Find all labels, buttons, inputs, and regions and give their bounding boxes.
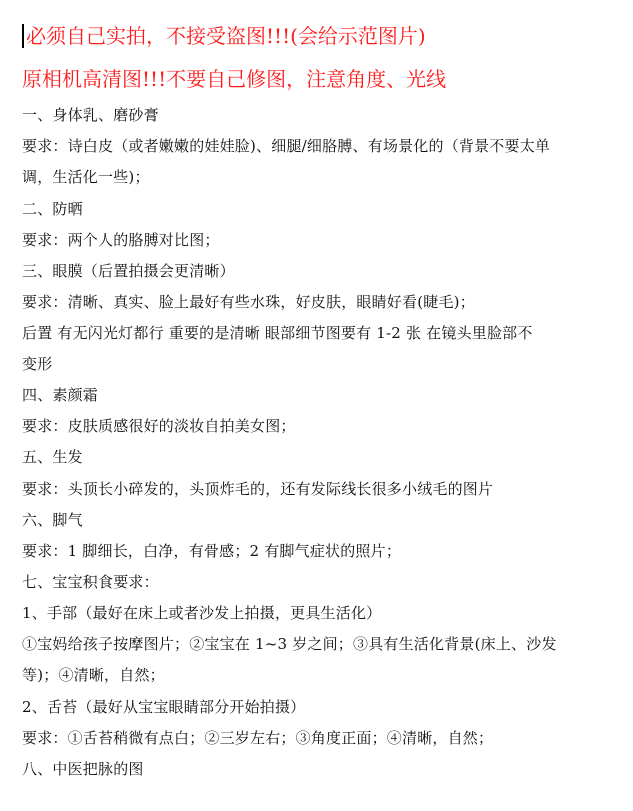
section-3-title: 三、眼膜（后置拍摄会更清晰） — [22, 262, 235, 280]
section-7-title: 七、宝宝积食要求： — [22, 573, 159, 591]
section-3-note: 后置 有无闪光灯都行 重要的是清晰 眼部细节图要有 1-2 张 在镜头里脸部不 — [22, 324, 533, 342]
section-2-title: 二、防晒 — [22, 200, 83, 218]
heading-no-stolen-images: 必须自己实拍，不接受盗图!!!(会给示范图片) — [26, 24, 426, 48]
section-3-requirement: 要求：清晰、真实、脸上最好有些水珠，好皮肤，眼睛好看(睫毛)； — [22, 293, 475, 311]
section-4-title: 四、素颜霜 — [22, 386, 99, 404]
section-7-tongue-requirement: 要求：①舌苔稍微有点白；②三岁左右；③角度正面；④清晰，自然； — [22, 729, 494, 747]
section-4-requirement: 要求：皮肤质感很好的淡妆自拍美女图； — [22, 417, 296, 435]
section-7-hand-requirement: ①宝妈给孩子按摩图片；②宝宝在 1~3 岁之间；③具有生活化背景(床上、沙发 — [22, 635, 557, 653]
section-1-title: 一、身体乳、磨砂膏 — [22, 106, 159, 124]
section-7-hand-title: 1、手部（最好在床上或者沙发上拍摄，更具生活化） — [22, 604, 382, 622]
heading-original-camera: 原相机高清图!!!不要自己修图，注意角度、光线 — [22, 67, 447, 91]
section-1-requirement: 要求：诗白皮（或者嫩嫩的娃娃脸)、细腿/细胳膊、有场景化的（背景不要太单 — [22, 137, 551, 155]
text-cursor — [22, 24, 24, 48]
section-5-requirement: 要求：头顶长小碎发的，头顶炸毛的，还有发际线长很多小绒毛的图片 — [22, 480, 494, 498]
section-7-hand-requirement-cont: 等)；④清晰，自然； — [22, 666, 165, 684]
section-3-note-cont: 变形 — [22, 355, 53, 373]
section-6-title: 六、脚气 — [22, 511, 83, 529]
section-7-tongue-title: 2、舌苔（最好从宝宝眼睛部分开始拍摄） — [22, 698, 306, 716]
section-5-title: 五、生发 — [22, 448, 83, 466]
section-2-requirement: 要求：两个人的胳膊对比图； — [22, 231, 220, 249]
section-1-requirement-cont: 调，生活化一些)； — [22, 168, 150, 186]
section-8-title: 八、中医把脉的图 — [22, 760, 144, 778]
section-6-requirement: 要求：1 脚细长，白净，有骨感；2 有脚气症状的照片； — [22, 542, 402, 560]
